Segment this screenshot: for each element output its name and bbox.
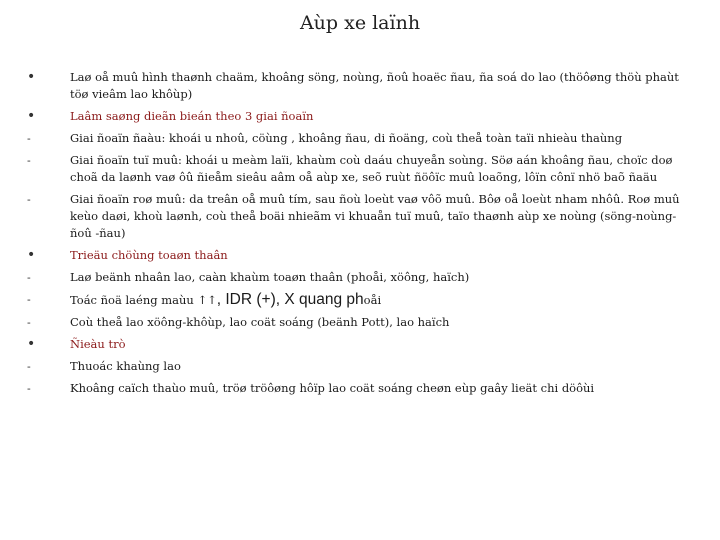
item-text: Giai ñoaïn roø muû: da treân oå muû tím, sau ñoù loeùt vaø vôõ muû. Bôø oå loeùt nham nhôû. Roø muû keùo daøi, khoù laønh, coù theå boäi nhieãm vi khuaån tuï muû, taïo thaønh aùp xe noùng (söng-noùng-ñoû -ñau) bbox=[70, 192, 680, 240]
item-text: Coù theå lao xöông-khôùp, lao coät soáng (beänh Pott), lao haïch bbox=[70, 315, 450, 329]
list-item bbox=[27, 130, 689, 147]
list-item bbox=[27, 152, 689, 186]
list-item bbox=[27, 69, 689, 103]
item-text: Laø beänh nhaân lao, caàn khaùm toaøn thaân (phoåi, xöông, haïch) bbox=[70, 270, 470, 284]
dash-marker: - bbox=[27, 293, 31, 306]
list-item bbox=[27, 358, 689, 375]
item-text: Khoâng caïch thaùo muû, tröø tröôøng hôïp lao coät soáng cheøn eùp gaây lieät chi döôùi bbox=[70, 381, 595, 395]
item-text: Giai ñoaïn ñaàu: khoái u nhoû, cöùng , khoâng ñau, di ñoäng, coù theå toàn taïi nhieàu thaùng bbox=[70, 131, 623, 145]
section-heading-systemic bbox=[27, 247, 689, 264]
dash-marker: - bbox=[27, 360, 31, 373]
list-item bbox=[27, 314, 689, 331]
item-text: Giai ñoaïn tuï muû: khoái u meàm laïi, khaùm coù daáu chuyeån soùng. Söø aán khoâng ñau, choïc doø choã da laønh vaø ôû ñieåm sieâu aâm oå aùp xe, seõ ruùt ñöôïc muû loaõng, lôïn cônï nhö baõ ñaäu bbox=[70, 153, 673, 184]
item-text: Laø oå muû hình thaønh chaäm, khoâng söng, noùng, ñoû hoaëc ñau, ña soá do lao (thöôøng thöù phaùt töø vieâm lao khôùp) bbox=[70, 70, 679, 101]
item-text-pre: Toác ñoä laéng maùu ↑↑ bbox=[70, 293, 217, 307]
item-text: Trieäu chöùng toaøn thaân bbox=[70, 248, 228, 262]
dash-marker: - bbox=[27, 132, 31, 145]
content-list bbox=[27, 69, 689, 402]
bullet-marker: • bbox=[27, 336, 36, 352]
list-item bbox=[27, 291, 689, 309]
dash-marker: - bbox=[27, 193, 31, 206]
item-text: Ñieàu trò bbox=[70, 337, 126, 351]
bullet-marker: • bbox=[27, 108, 36, 124]
bullet-marker: • bbox=[27, 247, 36, 263]
list-item bbox=[27, 380, 689, 397]
item-text: Thuoác khaùng lao bbox=[70, 359, 181, 373]
item-text: Laâm saøng dieãn bieán theo 3 giai ñoaïn bbox=[70, 109, 314, 123]
section-heading-treatment bbox=[27, 336, 689, 353]
slide-title: Aùp xe laïnh bbox=[299, 12, 421, 34]
bullet-marker: • bbox=[27, 69, 36, 85]
dash-marker: - bbox=[27, 154, 31, 167]
item-text-post: oåi bbox=[363, 293, 382, 307]
item-text-sans: , IDR (+), X quang ph bbox=[216, 291, 364, 308]
dash-marker: - bbox=[27, 316, 31, 329]
list-item bbox=[27, 191, 689, 242]
dash-marker: - bbox=[27, 271, 31, 284]
section-heading-clinical bbox=[27, 108, 689, 125]
list-item bbox=[27, 269, 689, 286]
dash-marker: - bbox=[27, 382, 31, 395]
